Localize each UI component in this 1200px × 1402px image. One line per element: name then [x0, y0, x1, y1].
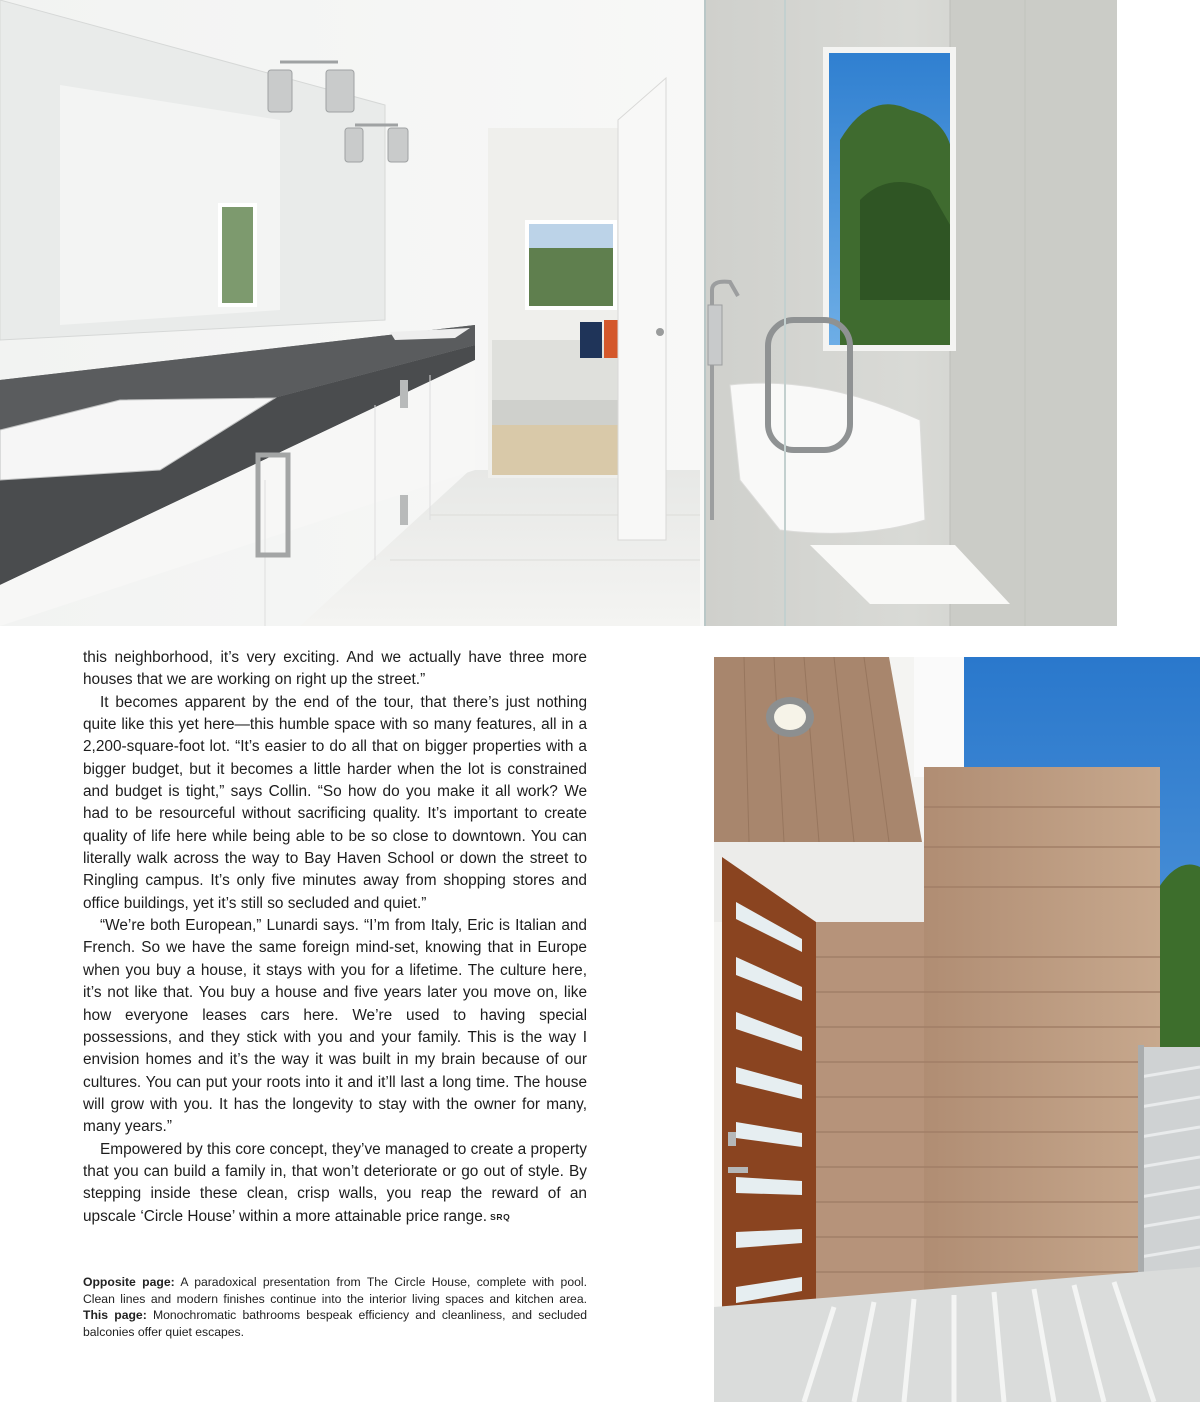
photo-caption [83, 1274, 587, 1340]
bathroom-photo [0, 0, 1117, 626]
balcony-illustration [714, 657, 1200, 1402]
article-paragraph-2: It becomes apparent by the end of the tour, that there’s just nothing quite like this yet here—this humble space with so many features, all in a 2,200-square-foot lot. “It’s easier to do all that on bigger properties with a bigger budget, but it becomes a little harder when the lot is constrained and budget is tight,” says Collin. “So how do you make it all work? We had to be resourceful without sacrificing quality. It’s important to create quality of life here while being able to be so close to downtown. You can literally walk across the way to Bay Haven School or down the street to Ringling campus. It’s only five minutes away from shopping stores and office buildings, yet it’s still so secluded and quiet.” [83, 693, 587, 912]
caption-label-opposite: Opposite page: [83, 1275, 175, 1289]
article-paragraph-4 [83, 1139, 587, 1228]
article-paragraph-3: “We’re both European,” Lunardi says. “I’m from Italy, Eric is Italian and French. So we have the same foreign mind-set, knowing that in Europe when you buy a house, it stays with you for a lifetime. The culture here, it’s not like that. You buy a house and five years later you move on, like how everyone leases cars here. We’re used to having special possessions, and they stick with you and your family. This is the way I envision homes and it’s the way it was built in my brain because of our cultures. You can put your roots into it and it’ll last a long time. The house will grow with you. It has the longevity to stay with the owner for many, many years.” [83, 917, 587, 1136]
end-mark: SRQ [490, 1211, 511, 1222]
article-body [83, 647, 587, 1228]
caption-text-this: Monochromatic bathrooms bespeak efficiency and cleanliness, and secluded balconies offer quiet escapes. [83, 1308, 588, 1339]
caption-label-this: This page: [83, 1308, 147, 1323]
article-paragraph-1: this neighborhood, it’s very exciting. And we actually have three more houses that we are working on right up the street.” [83, 649, 587, 689]
balcony-photo [714, 657, 1200, 1402]
bathroom-illustration [0, 0, 1117, 626]
article-paragraph-4-text: Empowered by this core concept, they’ve managed to create a property that you can build a family in, that won’t deteriorate or go out of style. By stepping inside these clean, crisp walls, you reap the reward of an upscale ‘Circle House’ within a more attainable price range. [83, 1140, 587, 1225]
caption-text-opposite: A paradoxical presentation from The Circle House, complete with pool. Clean lines and modern finishes continue into the interior living spaces and kitchen area. [83, 1275, 587, 1306]
